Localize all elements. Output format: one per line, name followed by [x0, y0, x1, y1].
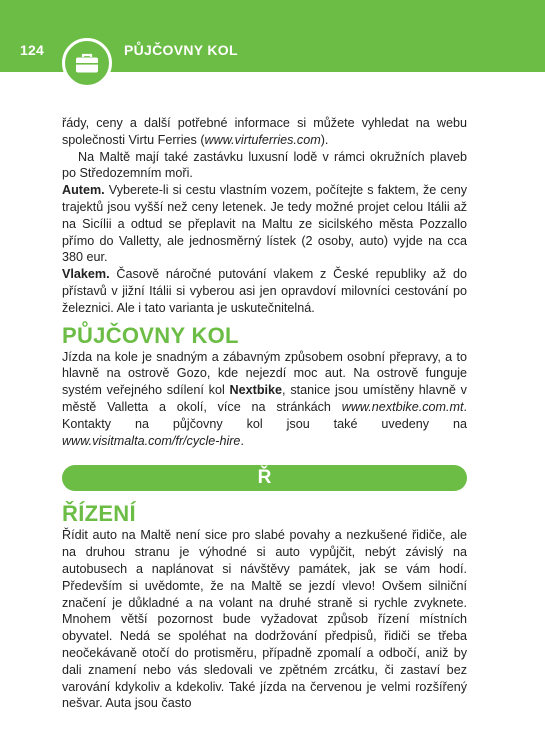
car-label: Autem. [62, 183, 105, 198]
driving-paragraph: Řídit auto na Maltě není sice pro slabé povahy a nezkušené řidiče, ale na druhou stranu je výhodné si auto vypůjčit, nebýt závislý na autobusech a naplánovat si návštěvy památek, jak se vám hodí. Především si uvědomte, že na Maltě se jezdí vlevo! Ovšem silniční značení je důkladné a na volant na druhé straně si rychle zvyknete. Mnohem větší pozornost bude vyžadovat způsob řízení místních obyvatel. Nedá se spoléhat na dodržování předpisů, řidiči se třeba neočekávaně otočí do protisměru, případně zpomalí a odbočí, aniž by dali znamení nebo vás sledovali ve zpětném zrcátku, či zastaví bez varování kdykoliv a kdekoliv. Také jízda na červenou je velmi rozšířený nešvar. Auta jsou často [62, 528, 467, 711]
bike-rental-heading: PŮJČOVNY KOL [62, 322, 239, 348]
train-paragraph: Vlakem. Časově náročné putování vlakem z České republiky až do přístavů v jižní Itálii si vyberou asi jen opravdoví milovníci cestování po železnici. Ale i tato varianta je uskutečnitelná. [62, 267, 467, 315]
train-label: Vlakem. [62, 267, 110, 282]
intro-paragraph: řády, ceny a další potřebné informace si můžete vyhledat na webu společnosti Virtu Ferries (www.virtuferries.com). [62, 116, 467, 147]
driving-heading: ŘÍZENÍ [62, 501, 136, 527]
nextbike-link: www.nextbike.com.mt [341, 399, 464, 414]
page-content [62, 115, 467, 712]
bike-rental-paragraph: Jízda na kole je snadným a zábavným způsobem osobní přepravy, a to hlavně na ostrově Gozo, kde nejezdí moc aut. Na ostrově funguje systém veřejného sdílení kol Nextbike, stanice jsou umístěny hlavně v městě Valletta a okolí, více na stránkách www.nextbike.com.mt. Kontakty na půjčovny kol jsou také uvedeny na www.visitmalta.com/fr/cycle-hire. [62, 349, 467, 448]
page-number: 124 [20, 42, 44, 58]
car-paragraph: Autem. Vyberete-li si cestu vlastním vozem, počítejte s faktem, že ceny trajektů jsou vyšší než ceny letenek. Je tedy možné projet celou Itálii až na Sicílii a odtud se přeplavit na Maltu ze sicilského města Pozzallo přímo do Valletty, ale jednosměrný lístek (2 osoby, auto) vyjde na cca 380 eur. [62, 183, 467, 265]
nextbike-label: Nextbike [229, 383, 283, 398]
section-badge [62, 38, 112, 88]
briefcase-icon [75, 53, 99, 74]
visitmalta-link: www.visitmalta.com/fr/cycle-hire [62, 433, 241, 448]
section-letter-bar: Ř [62, 465, 467, 491]
virtuferries-link: www.virtuferries.com [204, 132, 321, 147]
running-title: PŮJČOVNY KOL [124, 42, 238, 58]
cruise-paragraph: Na Maltě mají také zastávku luxusní lodě v rámci okružních plaveb po Středozemním moři. [62, 149, 467, 181]
